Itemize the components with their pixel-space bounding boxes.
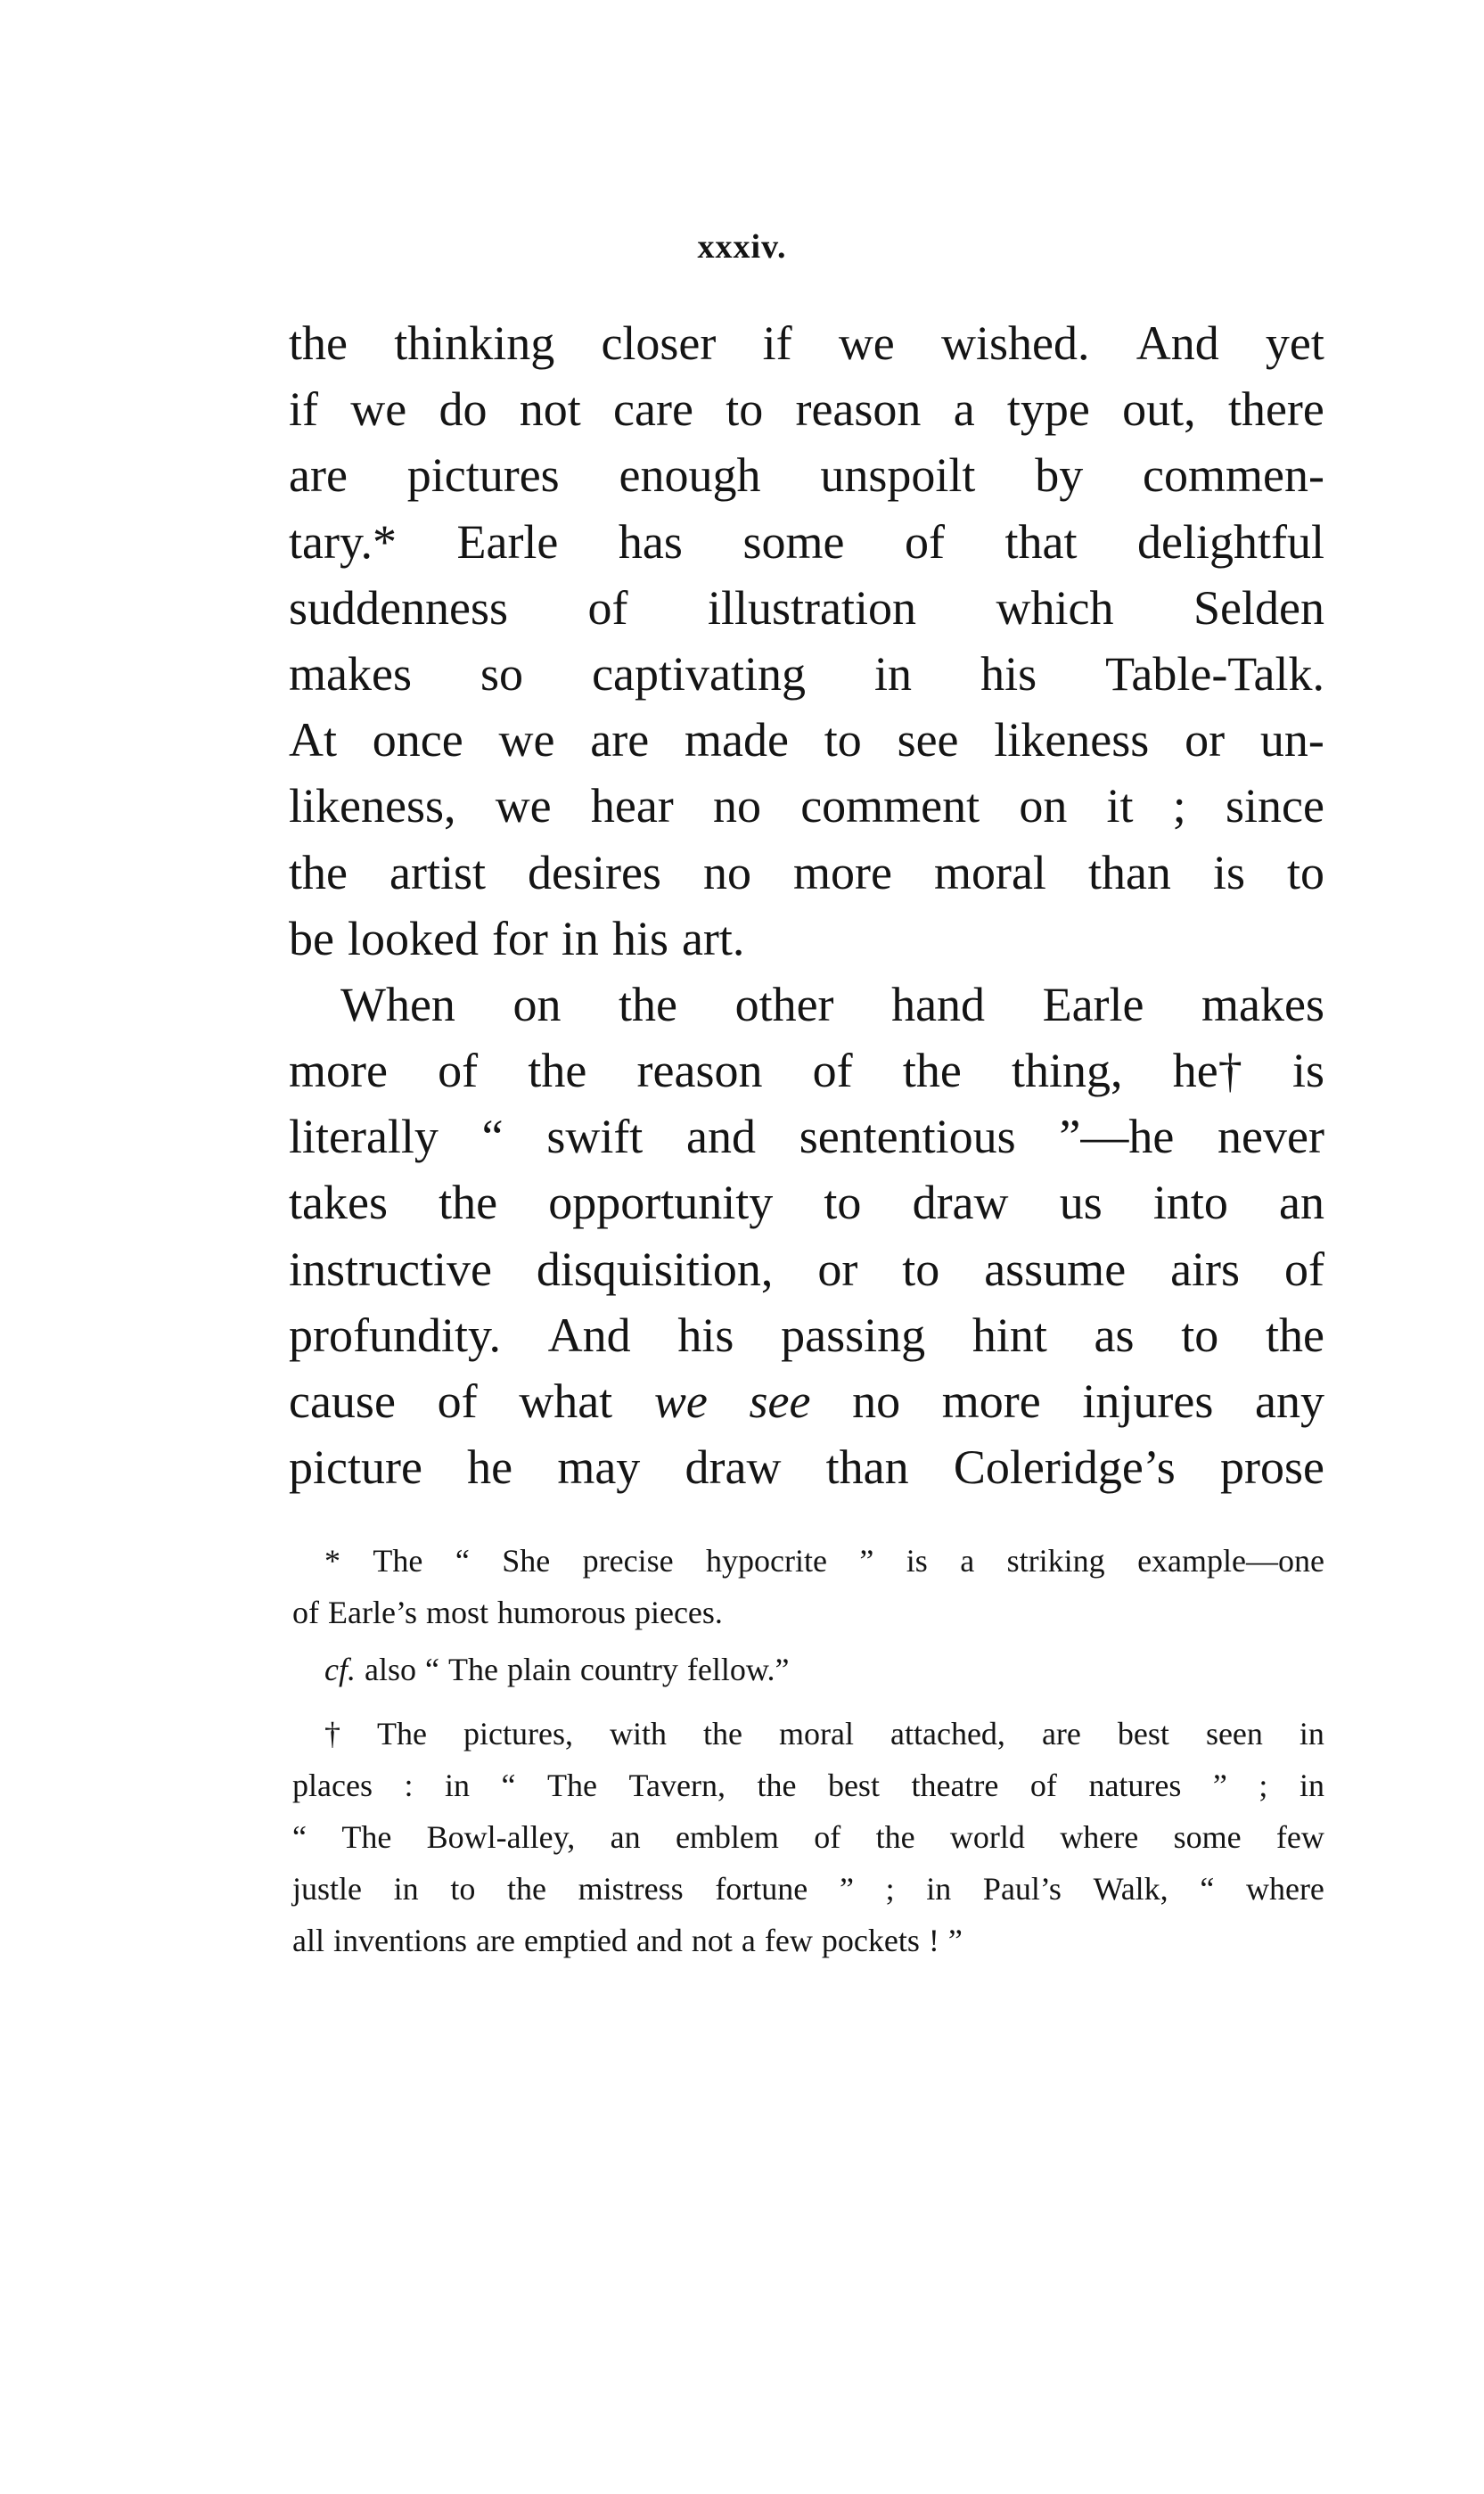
body-line: instructive disquisition, or to assume airs of [289, 1242, 1324, 1296]
body-line: picture he may draw than Coleridge’s prose [289, 1440, 1324, 1495]
body-line: suddenness of illustration which Selden [289, 580, 1324, 635]
body-line: profundity. And his passing hint as to the [289, 1308, 1324, 1362]
body-line: are pictures enough unspoilt by commen- [289, 448, 1324, 503]
body-line: literally “ swift and sententious ”—he never [289, 1110, 1324, 1164]
body-line: At once we are made to see likeness or un- [289, 713, 1324, 767]
body-line: the artist desires no more moral than is to [289, 845, 1324, 899]
body-line: likeness, we hear no comment on it ; since [289, 779, 1324, 833]
footnotes [292, 1535, 1324, 1966]
paragraph-start-line: When on the other hand Earle makes [340, 977, 1324, 1031]
footnote-line: cf. also “ The plain country fellow.” [324, 1652, 790, 1687]
body-line: more of the reason of the thing, he† is [289, 1044, 1324, 1098]
body-line: makes so captivating in his Table-Talk. [289, 646, 1324, 701]
footnote-line: “ The Bowl-alley, an emblem of the world where some few [292, 1819, 1324, 1855]
footnote-line: of Earle’s most humorous pieces. [292, 1595, 723, 1630]
body-line: cause of what we see no more injures any [289, 1374, 1324, 1428]
footnote-line: justle in to the mistress fortune ” ; in Paul’s Walk, “ where [292, 1871, 1324, 1907]
footnote-asterisk-line: * The “ She precise hypocrite ” is a striking example—one [324, 1543, 1324, 1579]
footnote-dagger-line: † The pictures, with the moral attached, are best seen in [324, 1716, 1324, 1752]
footnote-line: all inventions are emptied and not a few pockets ! ” [292, 1923, 963, 1958]
page-number: xxxiv. [697, 228, 787, 266]
footnote-line: places : in “ The Tavern, the best theatre of natures ” ; in [292, 1768, 1324, 1803]
body-line: takes the opportunity to draw us into an [289, 1176, 1324, 1230]
body-line: if we do not care to reason a type out, there [289, 382, 1324, 437]
body-line: tary.* Earle has some of that delightful [289, 514, 1324, 569]
body-text [289, 310, 1324, 1500]
paragraph-end-line: be looked for in his art. [289, 911, 745, 965]
body-line: the thinking closer if we wished. And yet [289, 316, 1324, 370]
